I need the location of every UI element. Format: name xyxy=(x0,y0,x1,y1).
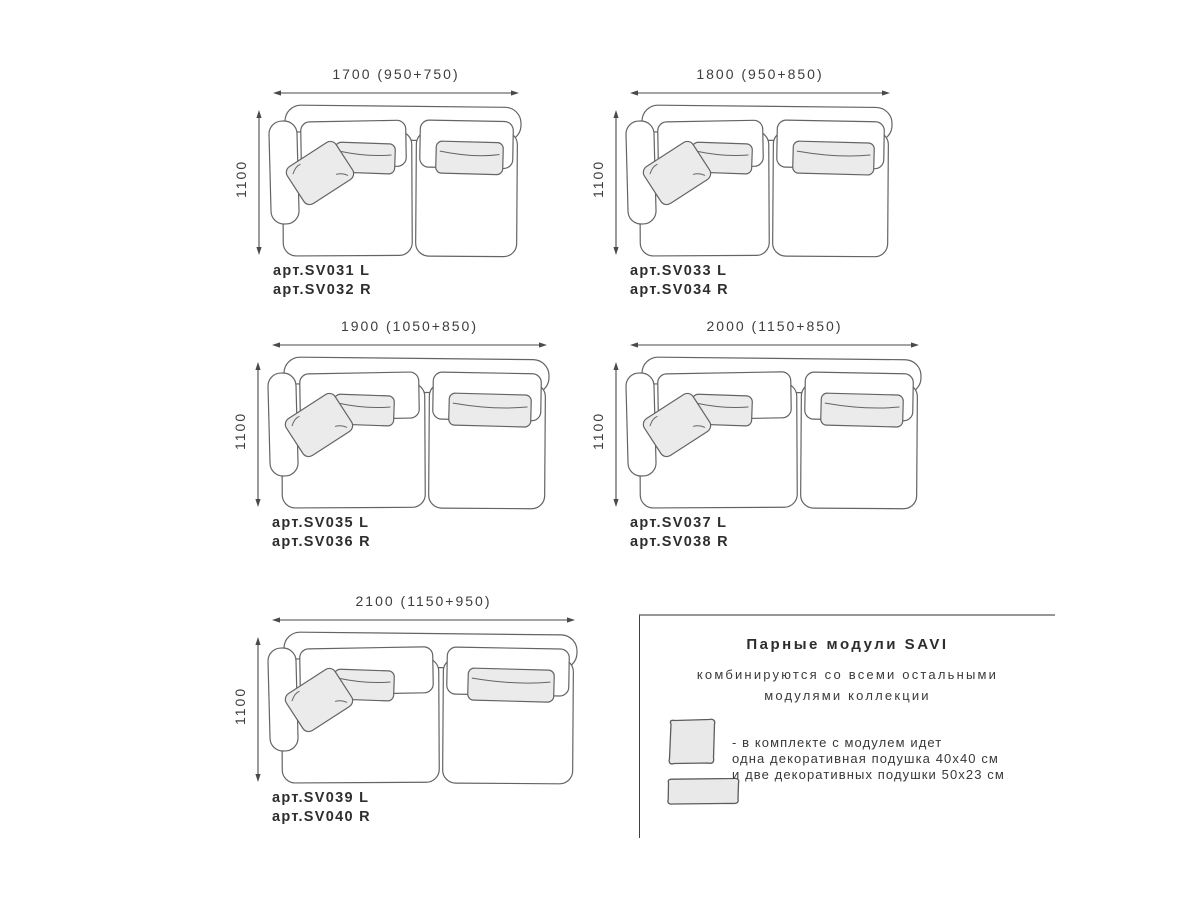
article-code-left: арт.SV039 L xyxy=(272,790,370,806)
width-dimension-label: 2100 (1150+950) xyxy=(355,593,492,609)
height-dimension-label: 1100 xyxy=(590,411,606,451)
sofa-top-view-drawing xyxy=(236,615,589,793)
sofa-module-card xyxy=(232,593,589,833)
article-code-right: арт.SV038 R xyxy=(630,534,729,550)
height-dimension-label: 1100 xyxy=(232,411,248,451)
article-codes xyxy=(273,262,372,300)
article-code-left: арт.SV037 L xyxy=(630,515,728,531)
sofa-module-card xyxy=(233,66,533,306)
sofa-drawing xyxy=(268,357,549,509)
width-dimension-label: 2000 (1150+850) xyxy=(706,318,843,334)
article-code-left: арт.SV033 L xyxy=(630,263,728,279)
pillow-icons xyxy=(664,716,742,806)
square-pillow-icon xyxy=(664,716,720,768)
sofa-top-view-drawing xyxy=(594,340,933,518)
width-arrow xyxy=(630,90,890,95)
width-arrow xyxy=(273,90,519,95)
height-dimension-label: 1100 xyxy=(233,159,249,199)
article-code-right: арт.SV034 R xyxy=(630,282,729,298)
info-subtitle xyxy=(640,664,1055,706)
rect-pillow-icon xyxy=(664,776,742,806)
article-code-right: арт.SV036 R xyxy=(272,534,371,550)
right-lumbar-pillow xyxy=(821,393,904,427)
article-codes xyxy=(630,262,729,300)
article-codes xyxy=(272,514,371,552)
width-arrow xyxy=(272,342,547,347)
right-lumbar-pillow xyxy=(449,393,532,427)
height-arrow xyxy=(255,362,260,507)
width-dimension-label: 1900 (1050+850) xyxy=(340,318,479,334)
right-lumbar-pillow xyxy=(468,668,555,702)
pillow-note-line: - в комплекте с модулем идет xyxy=(732,735,943,750)
info-panel xyxy=(639,614,1055,838)
info-title: Парные модули SAVI xyxy=(746,636,949,653)
sofa-module-card xyxy=(590,66,904,306)
pillow-note xyxy=(732,735,1005,783)
sofa-top-view-drawing xyxy=(594,88,904,266)
height-arrow xyxy=(256,110,261,255)
width-arrow xyxy=(272,617,575,622)
info-subtitle-line: модулями коллекции xyxy=(764,688,931,703)
info-subtitle-line: комбинируются со всеми остальными xyxy=(696,667,999,682)
width-dimension-label: 1800 (950+850) xyxy=(696,66,824,82)
sofa-drawing xyxy=(626,357,921,509)
sofa-top-view-drawing xyxy=(236,340,561,518)
width-arrow xyxy=(630,342,919,347)
height-arrow xyxy=(255,637,260,782)
article-codes xyxy=(630,514,729,552)
height-arrow xyxy=(613,110,618,255)
article-code-right: арт.SV040 R xyxy=(272,809,371,825)
height-dimension-label: 1100 xyxy=(590,159,606,199)
article-codes xyxy=(272,789,371,827)
width-dimension-label: 1700 (950+750) xyxy=(332,66,460,82)
article-code-right: арт.SV032 R xyxy=(273,282,372,298)
pillow-note-line: одна декоративная подушка 40х40 см xyxy=(732,751,999,766)
sofa-drawing xyxy=(269,105,521,257)
height-dimension-label: 1100 xyxy=(232,686,248,726)
right-lumbar-pillow xyxy=(793,141,875,175)
sofa-drawing xyxy=(268,632,577,784)
sofa-drawing xyxy=(626,105,892,257)
article-code-left: арт.SV031 L xyxy=(273,263,371,279)
sofa-top-view-drawing xyxy=(237,88,533,266)
sofa-module-card xyxy=(232,318,561,558)
pillow-note-line: и две декоративных подушки 50х23 см xyxy=(732,767,1005,782)
height-arrow xyxy=(613,362,618,507)
right-lumbar-pillow xyxy=(436,141,504,175)
article-code-left: арт.SV035 L xyxy=(272,515,370,531)
sofa-module-card xyxy=(590,318,933,558)
